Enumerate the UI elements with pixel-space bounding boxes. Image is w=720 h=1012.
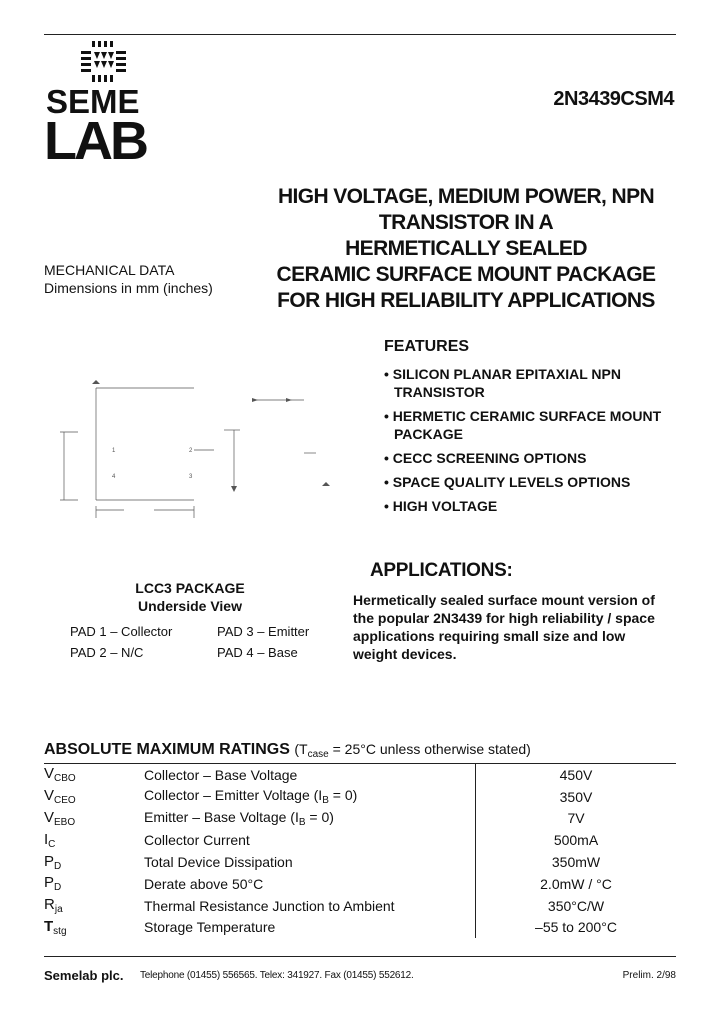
feature-line: • HERMETIC CERAMIC SURFACE MOUNT [384,408,662,424]
feature-line: TRANSISTOR [394,384,485,400]
description-cell: Storage Temperature [144,919,276,936]
package-dimension-drawing [44,370,344,540]
table-row [44,895,676,917]
table-row [44,786,676,808]
feature-item [384,473,684,491]
feature-item [384,449,684,467]
package-title: LCC3 PACKAGE [135,580,245,596]
footer-revision: Prelim. 2/98 [622,970,676,981]
description-cell: Thermal Resistance Junction to Ambient [144,897,395,914]
applications-line: Hermetically sealed surface mount version of [353,592,655,608]
applications-line: the popular 2N3439 for high reliability / space [353,610,655,626]
applications-heading: APPLICATIONS: [370,560,513,581]
applications-text [353,591,655,663]
features-section [384,338,684,515]
features-heading: FEATURES [384,338,470,355]
symbol-cell: $P_D$ [44,852,62,872]
footer-company: Semelab plc. [44,968,124,983]
feature-item [384,365,684,401]
value-cell: 2.0mW / °C [476,873,677,895]
feature-line: • SILICON PLANAR EPITAXIAL NPN [384,366,621,382]
feature-line: • HIGH VOLTAGE [384,498,498,514]
pad-1-label: PAD 1 – Collector [70,624,173,639]
symbol-cell: $P_D$ [44,874,62,894]
value-cell: 500mA [476,829,677,851]
symbol-cell: $V_{CBO}$ [44,765,76,785]
product-title [276,184,656,314]
package-subtitle: Underside View [137,598,242,614]
symbol-cell: $V_{CEO}$ [44,787,76,807]
title-line: CERAMIC SURFACE MOUNT PACKAGE [276,263,656,286]
title-line: HIGH VOLTAGE, MEDIUM POWER, NPN [277,185,655,208]
logo-text-seme: SEME [46,83,140,120]
footer-contact: Telephone (01455) 556565. Telex: 341927. Fax (01455) 552612. [140,970,414,981]
table-row [44,764,676,786]
description-cell: Total Device Dissipation [144,854,293,871]
title-line: FOR HIGH RELIABILITY APPLICATIONS [277,289,655,312]
mechanical-heading: MECHANICAL DATA [44,262,175,278]
applications-line: weight devices. [353,646,457,662]
ratings-table [44,764,676,938]
pad-number-4: 4 [112,474,116,480]
pad-number-3: 3 [189,474,193,480]
table-row [44,873,676,895]
logo-text-lab: LAB [44,111,146,171]
value-cell: 350°C/W [476,895,677,917]
feature-line: • CECC SCREENING OPTIONS [384,450,587,466]
ratings-heading: ABSOLUTE MAXIMUM RATINGS [44,741,290,758]
value-cell: 7V [476,808,677,830]
description-cell: Collector – Base Voltage [144,766,298,783]
value-cell: –55 to 200°C [476,917,677,939]
symbol-cell: $R_{ja}$ [44,896,63,916]
table-row [44,808,676,830]
feature-line: • SPACE QUALITY LEVELS OPTIONS [384,474,631,490]
pad-2-label: PAD 2 – N/C [70,645,144,660]
pad-4-label: PAD 4 – Base [217,645,298,660]
pad-3-label: PAD 3 – Emitter [217,624,310,639]
description-cell: Collector – Emitter Voltage $(I_B = 0)$ [144,787,358,807]
pad-number-2: 2 [189,448,193,454]
footer-rule [44,956,676,957]
value-cell: 450V [476,764,677,786]
condition-prefix: (T [294,741,308,757]
value-cell: 350mW [476,851,677,873]
condition-suffix: = 25°C unless otherwise stated) [328,741,531,757]
applications-line: applications requiring small size and low [353,628,626,644]
description-cell: Collector Current [144,832,250,849]
ratings-heading-row [44,741,531,760]
symbol-cell: $I_C$ [44,830,56,850]
feature-line: PACKAGE [394,426,463,442]
symbol-cell: $T_{stg}$ [44,917,67,937]
symbol-cell: $V_{EBO}$ [44,808,76,828]
title-line: HERMETICALLY SEALED [345,237,587,260]
table-row [44,851,676,873]
feature-item [384,407,684,443]
top-rule [44,34,676,35]
part-number: 2N3439CSM4 [553,88,674,110]
description-cell: Derate above 50°C [144,875,264,892]
table-row [44,917,676,939]
mechanical-subheading: Dimensions in mm (inches) [44,280,213,296]
description-cell: Emitter – Base Voltage $(I_B = 0)$ [144,808,334,828]
title-line: TRANSISTOR IN A [378,211,554,234]
ratings-condition [294,741,531,760]
condition-sub: case [307,749,329,760]
value-cell: 350V [476,786,677,808]
feature-item [384,497,684,515]
logo-mark-icon [78,38,132,86]
table-row [44,829,676,851]
semelab-logo [44,36,168,171]
pad-number-1: 1 [112,448,116,454]
